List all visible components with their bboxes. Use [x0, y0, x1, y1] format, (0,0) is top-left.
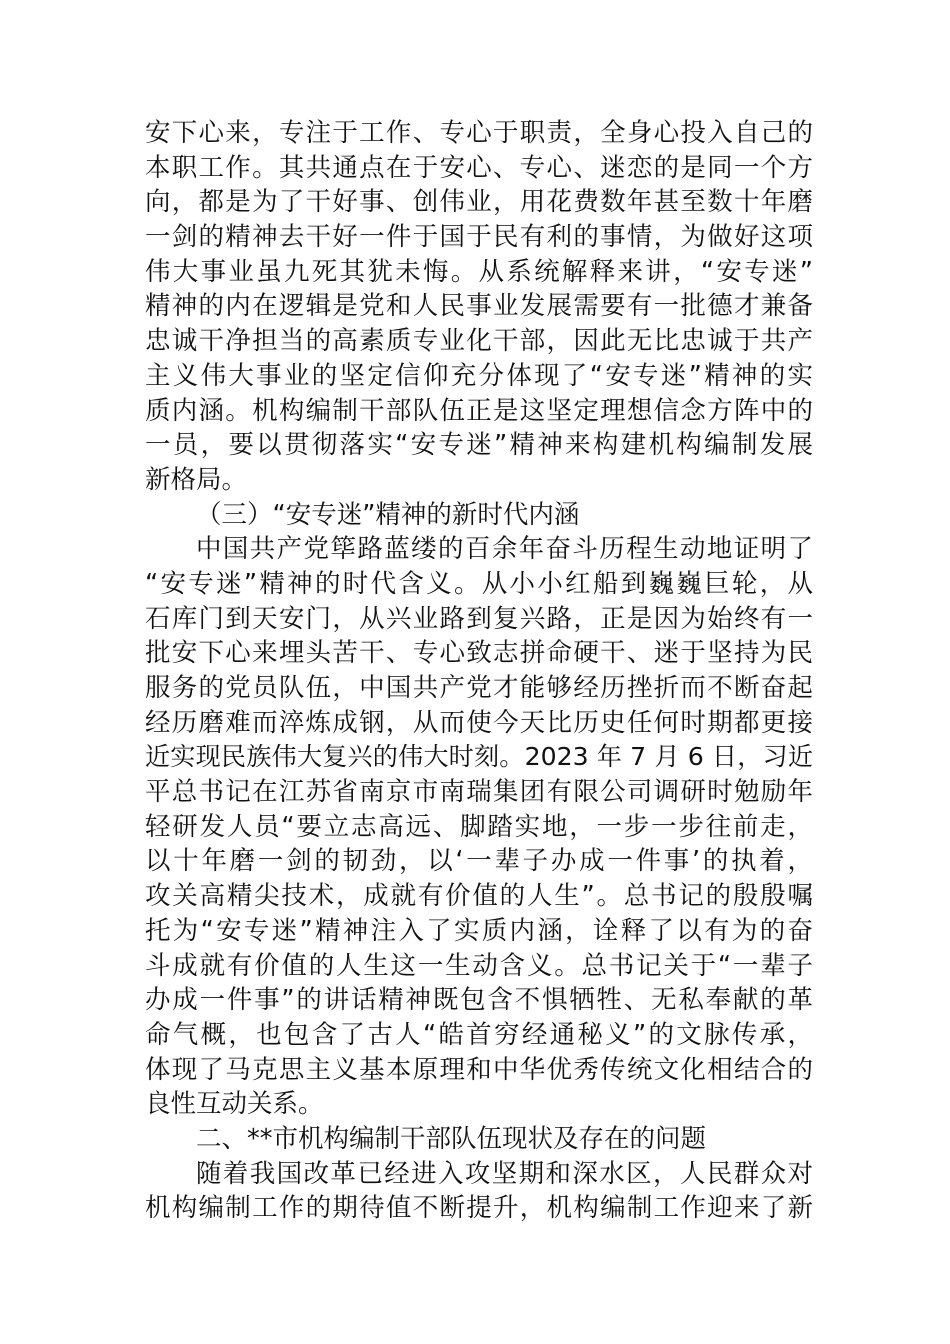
text-line: 忠诚干净担当的高素质专业化干部，因此无比忠诚于共产: [145, 326, 813, 357]
text-line: 经历磨难而淬炼成钢，从而使今天比历史任何时期都更接: [145, 707, 813, 738]
text-line: 中国共产党筚路蓝缕的百余年奋斗历程生动地证明了: [196, 534, 813, 565]
text-line: 以十年磨一剑的韧劲，以‘一辈子办成一件事’的执着，: [145, 846, 813, 877]
text-line: 服务的党员队伍，中国共产党才能够经历挫折而不断奋起: [145, 673, 813, 703]
text-line: 轻研发人员“要立志高远、脚踏实地，一步一步往前走，: [145, 811, 813, 842]
text-line: 平总书记在江苏省南京市南瑞集团有限公司调研时勉励年: [145, 777, 813, 808]
text-line: 近实现民族伟大复兴的伟大时刻。2023 年 7 月 6 日，习近: [145, 742, 813, 772]
text-line: 向，都是为了干好事、创伟业，用花费数年甚至数十年磨: [145, 187, 813, 218]
text-line: 体现了马克思主义基本原理和中华优秀传统文化相结合的: [145, 1054, 813, 1085]
section-heading: [145, 1122, 813, 1157]
paragraph-body: [145, 116, 813, 498]
text-line: 一员，要以贯彻落实“安专迷”精神来构建机构编制发展: [145, 430, 813, 461]
text-line: 一剑的精神去干好一件于国于民有利的事情，为做好这项: [145, 222, 813, 253]
paragraph-body: [145, 1157, 813, 1226]
document-page: [145, 116, 813, 1226]
paragraph-body: [145, 532, 813, 1122]
text-line: 伟大事业虽九死其犹未悔。从系统解释来讲，“安专迷”: [145, 256, 813, 287]
text-line: 良性互动关系。: [145, 1089, 324, 1120]
text-line: 攻关高精尖技术，成就有价值的人生”。总书记的殷殷嘱: [145, 881, 813, 912]
text-line: 石库门到天安门，从兴业路到复兴路，正是因为始终有一: [145, 603, 813, 634]
text-line: “安专迷”精神的时代含义。从小小红船到巍巍巨轮，从: [145, 568, 813, 599]
text-line: 本职工作。其共通点在于安心、专心、迷恋的是同一个方: [145, 152, 813, 183]
section-heading-text: （三）“安专迷”精神的新时代内涵: [196, 499, 580, 530]
text-line: 主义伟大事业的坚定信仰充分体现了“安专迷”精神的实: [145, 360, 813, 391]
text-line: 随着我国改革已经进入攻坚期和深水区，人民群众对: [196, 1158, 813, 1189]
section-heading: [145, 498, 813, 533]
section-heading-text: 二、**市机构编制干部队伍现状及存在的问题: [196, 1123, 707, 1154]
text-line: 命气概，也包含了古人“皓首穷经通秘义”的文脉传承，: [145, 1019, 813, 1050]
text-line: 批安下心来埋头苦干、专心致志拼命硬干、迷于坚持为民: [145, 638, 813, 669]
text-line: 安下心来，专注于工作、专心于职责，全身心投入自己的: [145, 118, 813, 148]
text-line: 托为“安专迷”精神注入了实质内涵，诠释了以有为的奋: [145, 915, 813, 946]
text-line: 办成一件事”的讲话精神既包含不惧牺牲、无私奉献的革: [145, 985, 813, 1016]
text-line: 质内涵。机构编制干部队伍正是这坚定理想信念方阵中的: [145, 395, 813, 426]
text-line: 新格局。: [145, 464, 248, 495]
text-line: 机构编制工作的期待值不断提升，机构编制工作迎来了新: [145, 1193, 813, 1224]
text-line: 精神的内在逻辑是党和人民事业发展需要有一批德才兼备: [145, 291, 813, 322]
text-line: 斗成就有价值的人生这一生动含义。总书记关于“一辈子: [145, 950, 813, 981]
